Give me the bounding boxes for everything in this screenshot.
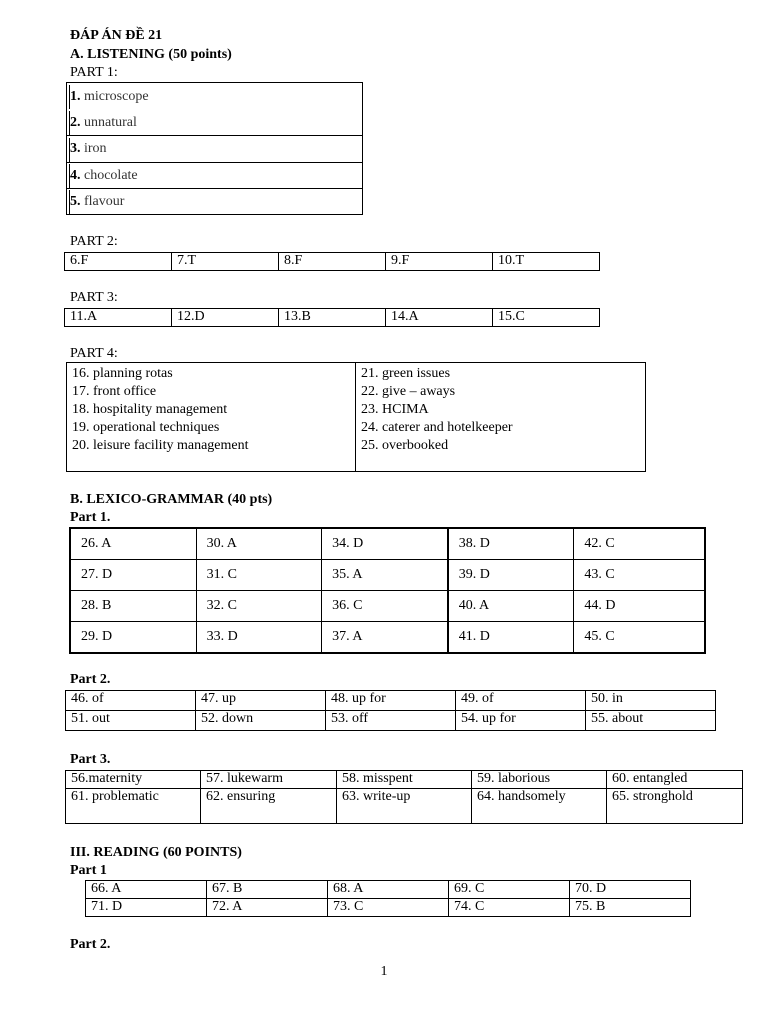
table-cell: 55. about xyxy=(586,711,716,731)
table-row xyxy=(70,622,705,654)
table-cell: 58. misspent xyxy=(337,771,472,789)
list-item: 21. green issues xyxy=(361,366,451,381)
answer-number: 2. xyxy=(70,115,81,130)
part4-answer-box xyxy=(66,362,646,472)
table-cell: 66. A xyxy=(86,881,207,899)
table-cell: 64. handsomely xyxy=(472,789,607,824)
part3-answer-table xyxy=(64,308,600,327)
answer-item xyxy=(67,163,362,189)
list-item: 23. HCIMA xyxy=(361,402,429,417)
table-cell: 31. C xyxy=(196,560,322,591)
lg-part2-label: Part 2. xyxy=(70,672,111,687)
answer-item xyxy=(67,189,362,215)
section-reading-heading: III. READING (60 POINTS) xyxy=(70,845,242,860)
table-cell: 57. lukewarm xyxy=(201,771,337,789)
table-cell: 74. C xyxy=(449,899,570,917)
table-cell: 41. D xyxy=(448,622,574,654)
table-cell: 44. D xyxy=(574,591,705,622)
lg-part1-label: Part 1. xyxy=(70,510,111,525)
table-cell: 33. D xyxy=(196,622,322,654)
list-item: 18. hospitality management xyxy=(72,402,228,417)
table-cell: 37. A xyxy=(322,622,448,654)
table-cell: 49. of xyxy=(456,691,586,711)
reading-part2-label: Part 2. xyxy=(70,937,111,952)
table-cell: 34. D xyxy=(322,528,448,560)
table-cell: 39. D xyxy=(448,560,574,591)
list-item: 25. overbooked xyxy=(361,438,449,453)
answer-text: unnatural xyxy=(84,115,137,130)
table-row xyxy=(70,560,705,591)
table-cell: 50. in xyxy=(586,691,716,711)
table-cell: 43. C xyxy=(574,560,705,591)
table-cell: 54. up for xyxy=(456,711,586,731)
table-cell: 56.maternity xyxy=(66,771,201,789)
table-cell: 6.F xyxy=(65,253,172,271)
table-cell: 63. write-up xyxy=(337,789,472,824)
table-cell: 52. down xyxy=(196,711,326,731)
lg-part3-answer-table xyxy=(65,770,743,824)
table-row xyxy=(65,253,600,271)
table-cell: 46. of xyxy=(66,691,196,711)
answer-number: 1. xyxy=(70,89,81,104)
answer-text: chocolate xyxy=(84,168,138,183)
table-row xyxy=(70,591,705,622)
table-cell: 65. stronghold xyxy=(607,789,743,824)
part4-left-column xyxy=(72,365,249,455)
part4-label: PART 4: xyxy=(70,346,118,361)
answer-number: 4. xyxy=(70,168,81,183)
table-cell: 67. B xyxy=(207,881,328,899)
part3-label: PART 3: xyxy=(70,290,118,305)
list-item: 24. caterer and hotelkeeper xyxy=(361,420,513,435)
table-row xyxy=(70,528,705,560)
part1-label: PART 1: xyxy=(70,65,118,80)
table-cell: 28. B xyxy=(70,591,196,622)
table-row xyxy=(65,309,600,327)
table-cell: 75. B xyxy=(570,899,691,917)
table-cell: 9.F xyxy=(386,253,493,271)
table-cell: 29. D xyxy=(70,622,196,654)
table-cell: 69. C xyxy=(449,881,570,899)
table-cell: 32. C xyxy=(196,591,322,622)
table-row xyxy=(86,899,691,917)
table-cell: 72. A xyxy=(207,899,328,917)
section-listening-heading: A. LISTENING (50 points) xyxy=(70,47,232,62)
list-item: 22. give – aways xyxy=(361,384,456,399)
table-cell: 36. C xyxy=(322,591,448,622)
table-cell: 35. A xyxy=(322,560,448,591)
table-row xyxy=(66,771,743,789)
table-cell: 14.A xyxy=(386,309,493,327)
table-cell: 10.T xyxy=(493,253,600,271)
answer-text: microscope xyxy=(84,89,149,104)
table-cell: 11.A xyxy=(65,309,172,327)
answer-item xyxy=(67,110,362,136)
table-cell: 68. A xyxy=(328,881,449,899)
part1-answer-box xyxy=(66,82,363,215)
list-item: 20. leisure facility management xyxy=(72,438,249,453)
section-lexico-grammar-heading: B. LEXICO-GRAMMAR (40 pts) xyxy=(70,492,273,507)
table-cell: 47. up xyxy=(196,691,326,711)
lg-part1-answer-table xyxy=(69,527,706,654)
table-cell: 73. C xyxy=(328,899,449,917)
table-cell: 62. ensuring xyxy=(201,789,337,824)
page-number: 1 xyxy=(380,964,388,979)
lg-part2-answer-table xyxy=(65,690,716,731)
table-cell: 38. D xyxy=(448,528,574,560)
answer-number: 3. xyxy=(70,141,81,156)
table-cell: 26. A xyxy=(70,528,196,560)
table-cell: 12.D xyxy=(172,309,279,327)
page-title: ĐÁP ÁN ĐỀ 21 xyxy=(70,28,163,43)
list-item: 16. planning rotas xyxy=(72,366,173,381)
table-row xyxy=(66,789,743,824)
part2-answer-table xyxy=(64,252,600,271)
table-cell: 40. A xyxy=(448,591,574,622)
list-item: 17. front office xyxy=(72,384,157,399)
table-cell: 13.B xyxy=(279,309,386,327)
table-row xyxy=(66,691,716,711)
answer-item xyxy=(67,84,362,110)
table-cell: 15.C xyxy=(493,309,600,327)
part2-label: PART 2: xyxy=(70,234,118,249)
table-cell: 59. laborious xyxy=(472,771,607,789)
table-row xyxy=(66,711,716,731)
table-cell: 45. C xyxy=(574,622,705,654)
table-cell: 71. D xyxy=(86,899,207,917)
table-cell: 53. off xyxy=(326,711,456,731)
answer-item xyxy=(67,136,362,162)
table-cell: 70. D xyxy=(570,881,691,899)
table-cell: 27. D xyxy=(70,560,196,591)
table-cell: 60. entangled xyxy=(607,771,743,789)
table-cell: 42. C xyxy=(574,528,705,560)
table-cell: 51. out xyxy=(66,711,196,731)
table-cell: 30. A xyxy=(196,528,322,560)
answer-number: 5. xyxy=(70,194,81,209)
table-cell: 48. up for xyxy=(326,691,456,711)
table-cell: 7.T xyxy=(172,253,279,271)
table-row xyxy=(86,881,691,899)
part4-right-column xyxy=(361,365,513,455)
table-cell: 8.F xyxy=(279,253,386,271)
answer-text: flavour xyxy=(84,194,125,209)
list-item: 19. operational techniques xyxy=(72,420,220,435)
reading-part1-answer-table xyxy=(85,880,691,917)
table-cell: 61. problematic xyxy=(66,789,201,824)
reading-part1-label: Part 1 xyxy=(70,863,107,878)
lg-part3-label: Part 3. xyxy=(70,752,111,767)
answer-text: iron xyxy=(84,141,107,156)
column-divider xyxy=(355,363,356,471)
